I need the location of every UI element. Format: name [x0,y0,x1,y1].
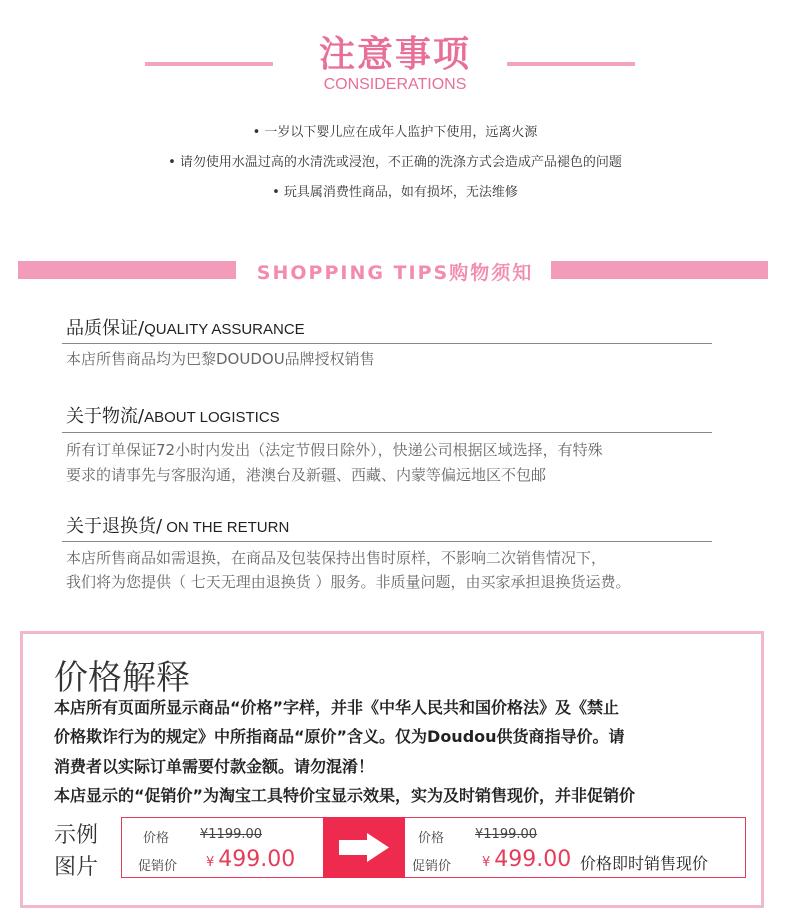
section-heading-en: QUALITY ASSURANCE [144,321,305,338]
considerations-subtitle: CONSIDERATIONS [323,76,467,93]
right-arrow-icon [323,817,405,878]
considerations-title: 注意事项 [318,34,471,75]
note-item: • 一岁以下婴儿应在成年人监护下使用，远离火源 [252,125,538,140]
currency-symbol: ¥ [482,855,491,870]
section-text: 本店所售商品如需退换，在商品及包装保持出售时原样，不影响二次销售情况下， [66,549,607,567]
section-divider [62,343,712,344]
section-text: 要求的请事先与客服沟通，港澳台及新疆、西藏、内蒙等偏远地区不包邮 [66,466,547,484]
section-heading-cn: 关于物流/ [66,406,145,427]
section-text: 我们将为您提供（ 七天无理由退换货 ）服务。非质量问题，由买家承担退换货运费。 [66,573,631,591]
note-item: • 玩具属消费性商品，如有损坏，无法维修 [272,185,518,200]
shopping-tips-title: SHOPPING TIPS购物须知 [256,262,534,284]
section-heading-en: ABOUT LOGISTICS [144,409,280,426]
section-text: 所有订单保证72小时内发出（法定节假日除外），快递公司根据区域选择，有特殊 [66,441,603,459]
price-explain-line: 价格欺诈行为的规定》中所指商品“原价”含义。仅为Doudou供货商指导价。请 [54,727,625,746]
price-explain-line: 本店所有页面所显示商品“价格”字样，并非《中华人民共和国价格法》及《禁止 [54,698,620,717]
promo-price-value: 499.00 [494,847,572,872]
price-explain-line: 消费者以实际订单需要付款金额。请勿混淆！ [54,757,375,776]
promo-price-value: 499.00 [218,847,296,872]
promo-label: 促销价 [412,859,452,874]
promo-price [482,847,571,872]
note-item: • 请勿使用水温过高的水清洗或浸泡，不正确的洗涤方式会造成产品褪色的问题 [168,155,622,170]
example-label: 图片 [54,855,99,880]
section-heading-cn: 品质保证/ [66,318,145,339]
price-label: 价格 [418,831,445,846]
promo-price [206,847,295,872]
example-label: 示例 [54,823,99,848]
logistics-heading [66,402,280,428]
promo-label: 促销价 [138,859,178,874]
return-heading [66,512,289,538]
section-divider [62,432,712,433]
quality-assurance-heading [66,314,305,340]
arrow-panel [323,817,405,878]
price-label: 价格 [143,831,170,846]
original-price: ¥1199.00 [475,827,538,842]
original-price: ¥1199.00 [200,827,263,842]
current-price-note: 价格即时销售现价 [580,854,709,873]
price-explain-title: 价格解释 [54,658,190,698]
section-divider [62,541,712,542]
section-heading-en: ON THE RETURN [162,519,290,536]
currency-symbol: ¥ [206,855,215,870]
price-explain-line: 本店显示的“促销价”为淘宝工具特价宝显示效果，实为及时销售现价，并非促销价 [54,786,636,805]
section-text: 本店所售商品均为巴黎DOUDOU品牌授权销售 [66,350,375,368]
section-heading-cn: 关于退换货/ [66,516,163,537]
